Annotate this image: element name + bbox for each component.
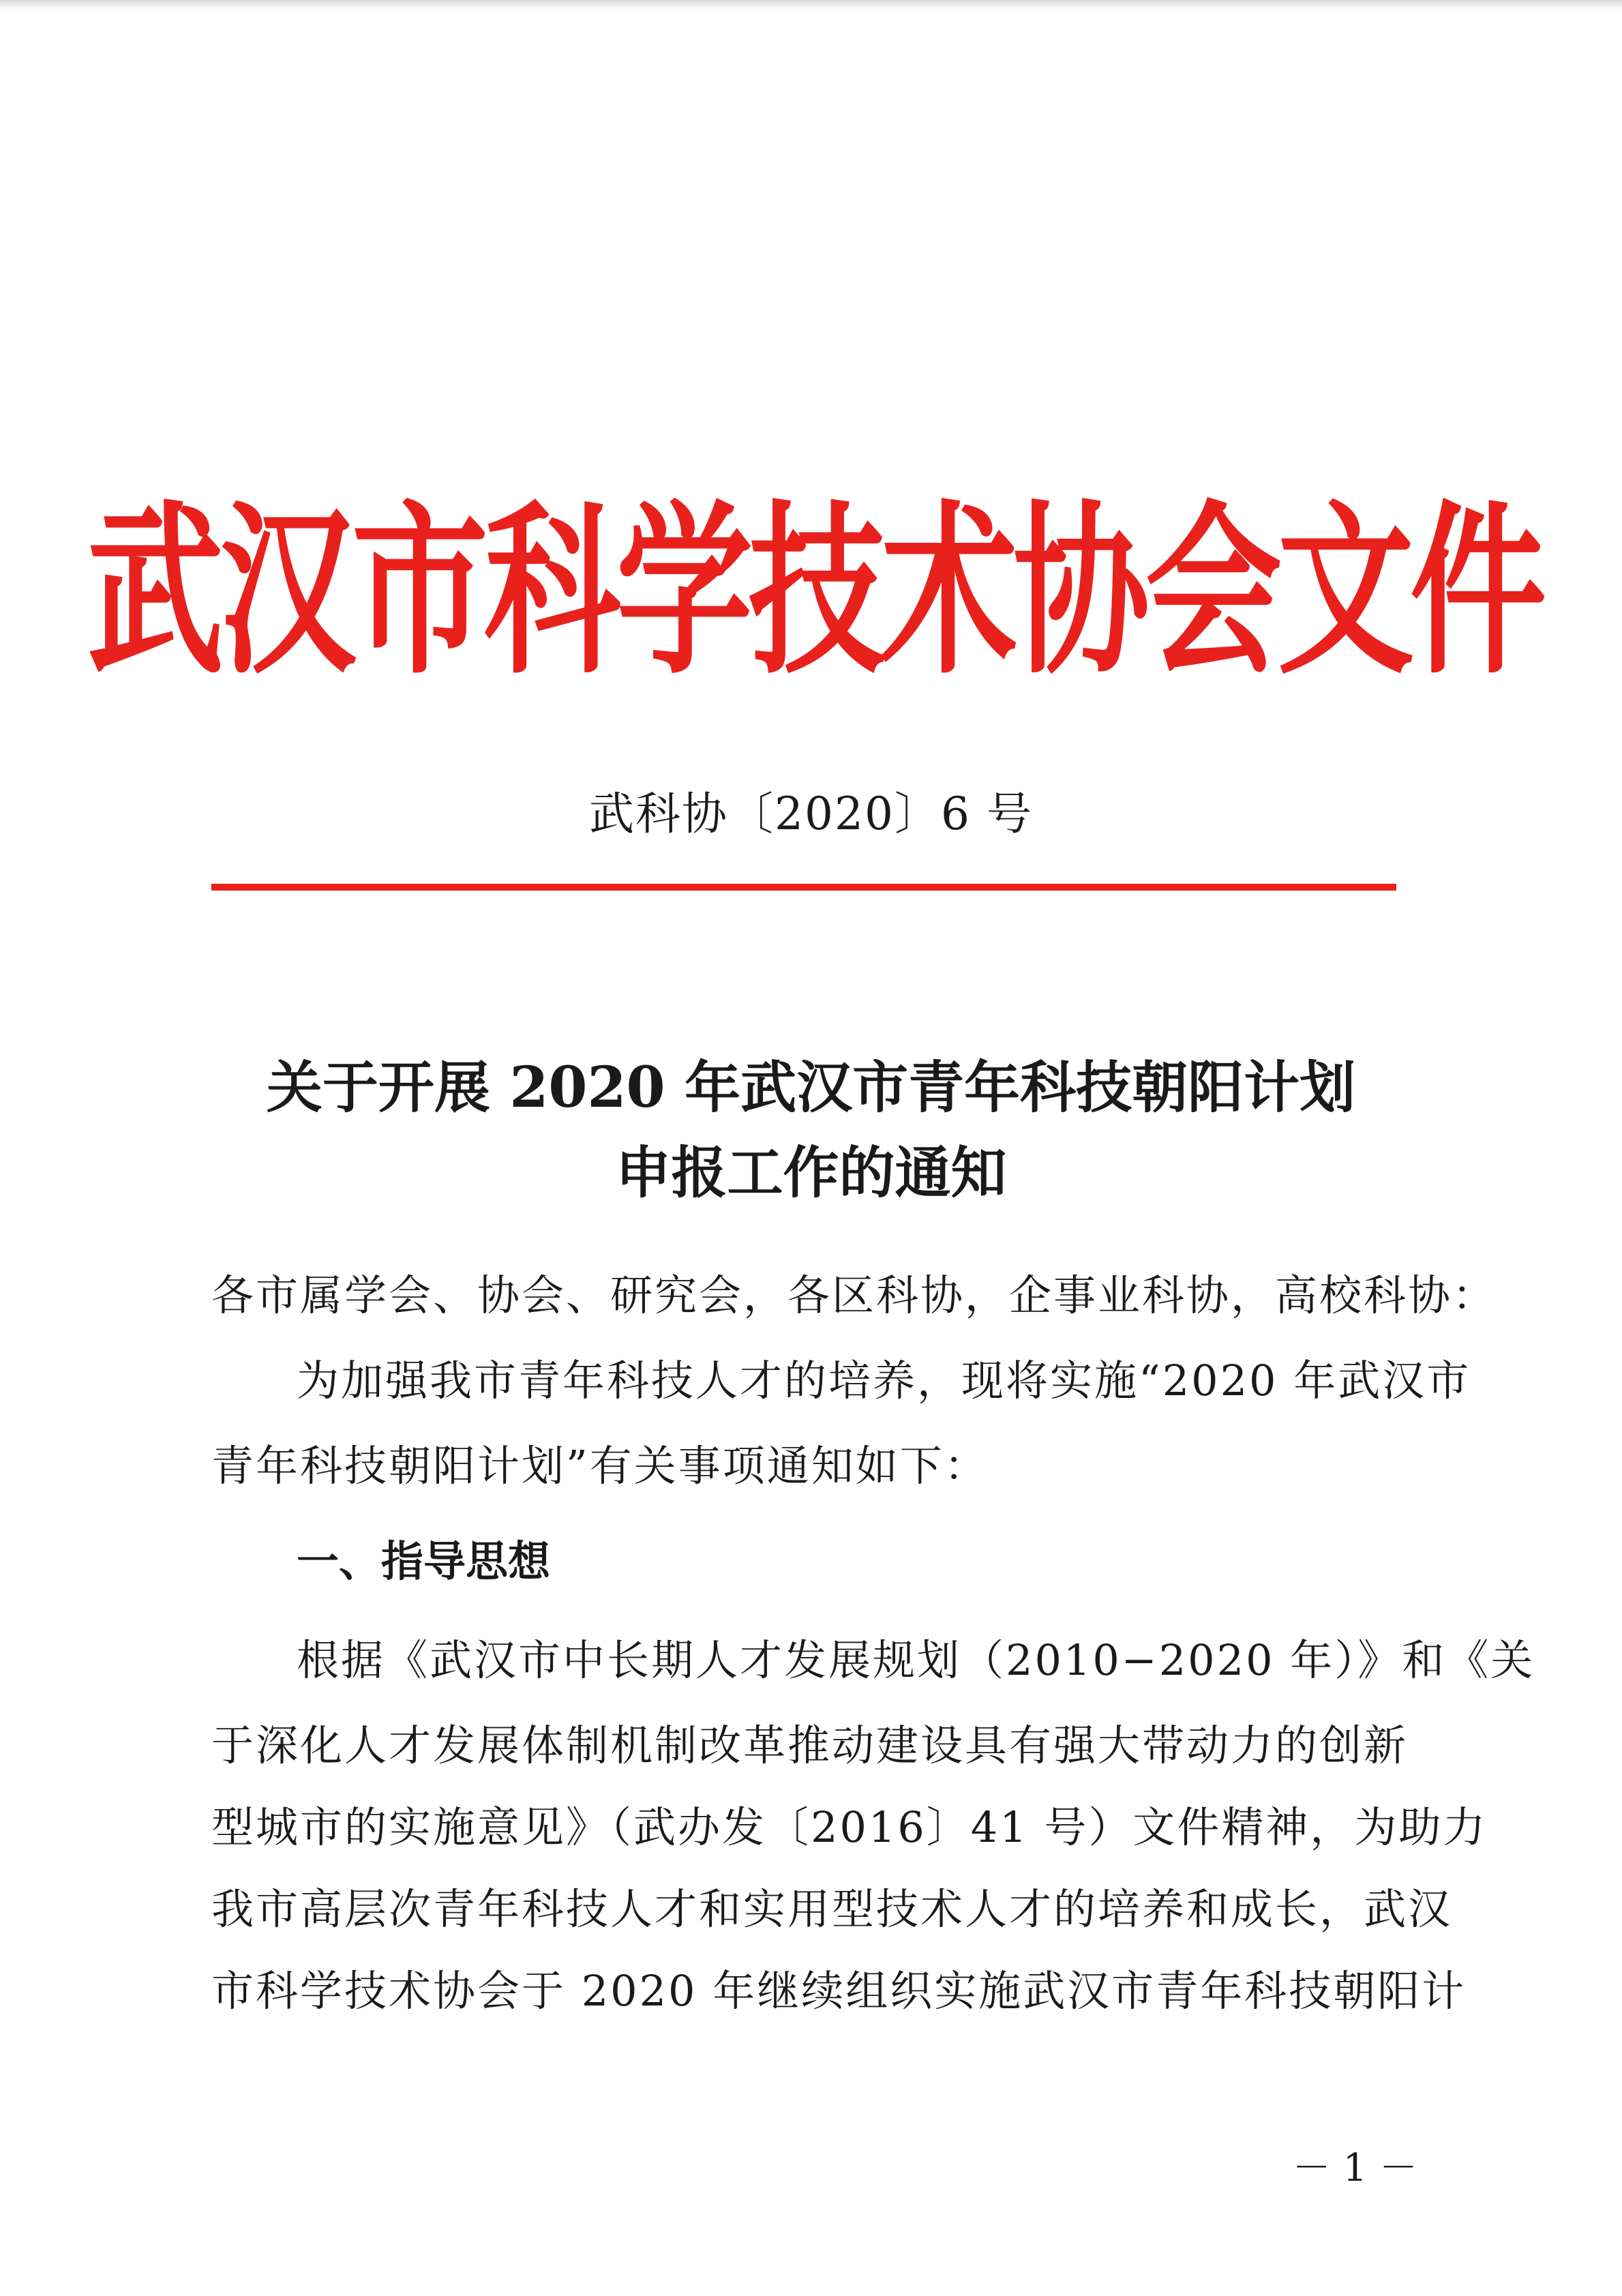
body-line-4: 我市高层次青年科技人才和实用型技术人才的培养和成长，武汉 bbox=[211, 1884, 1453, 1934]
scan-edge bbox=[0, 0, 1622, 10]
red-separator-line bbox=[211, 884, 1396, 891]
page-number: － 1 － bbox=[1292, 2146, 1417, 2190]
body-line-1: 根据《武汉市中长期人才发展规划（2010−2020 年）》和《关 bbox=[297, 1635, 1535, 1685]
intro-line-1: 为加强我市青年科技人才的培养，现将实施“2020 年武汉市 bbox=[297, 1356, 1471, 1405]
notice-title-line-1: 关于开展 2020 年武汉市青年科技朝阳计划 bbox=[266, 1055, 1356, 1120]
section-heading: 一、指导思想 bbox=[297, 1536, 551, 1586]
masthead-title: 武汉市科学技术协会文件 bbox=[87, 484, 1543, 700]
intro-line-2: 青年科技朝阳计划”有关事项通知如下： bbox=[211, 1441, 989, 1491]
addressee: 各市属学会、协会、研究会，各区科协，企事业科协，高校科协： bbox=[211, 1270, 1497, 1320]
body-line-5: 市科学技术协会于 2020 年继续组织实施武汉市青年科技朝阳计 bbox=[211, 1966, 1467, 2016]
body-line-2: 于深化人才发展体制机制改革推动建设具有强大带动力的创新 bbox=[211, 1720, 1409, 1770]
document-number: 武科协〔2020〕6 号 bbox=[589, 788, 1033, 840]
body-line-3: 型城市的实施意见》（武办发〔2016〕41 号）文件精神，为助力 bbox=[211, 1802, 1488, 1852]
notice-title-line-2: 申报工作的通知 bbox=[615, 1140, 1007, 1206]
